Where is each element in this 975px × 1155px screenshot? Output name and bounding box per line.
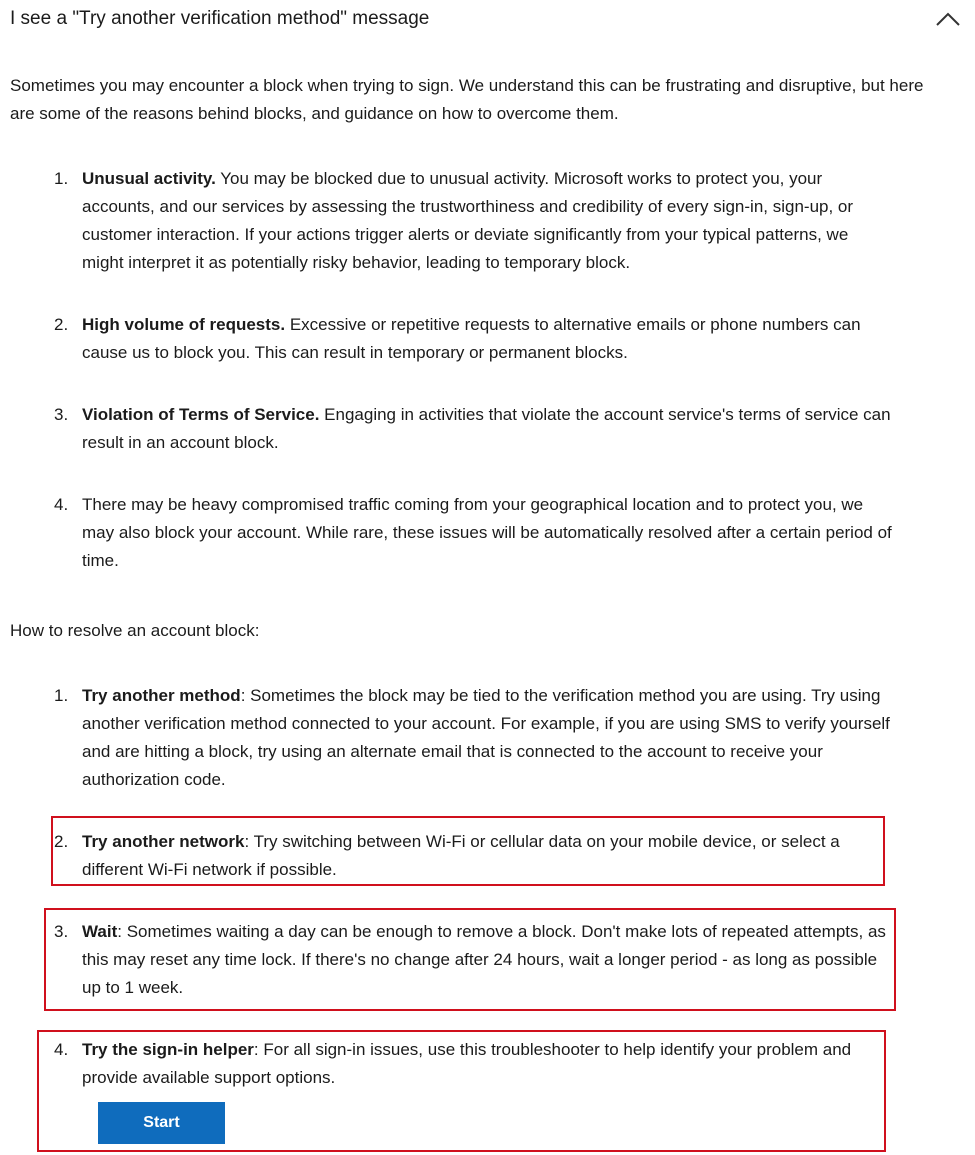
chevron-up-icon[interactable] [935, 10, 961, 28]
resolve-heading: How to resolve an account block: [10, 621, 260, 640]
start-button[interactable]: Start [98, 1102, 225, 1144]
intro-paragraph: Sometimes you may encounter a block when trying to sign. We understand this can be frustrating and disruptive, but here are some of the reasons behind blocks, and guidance on how to overcome them. [10, 76, 924, 123]
accordion-title[interactable]: I see a "Try another verification method" message [10, 8, 430, 29]
